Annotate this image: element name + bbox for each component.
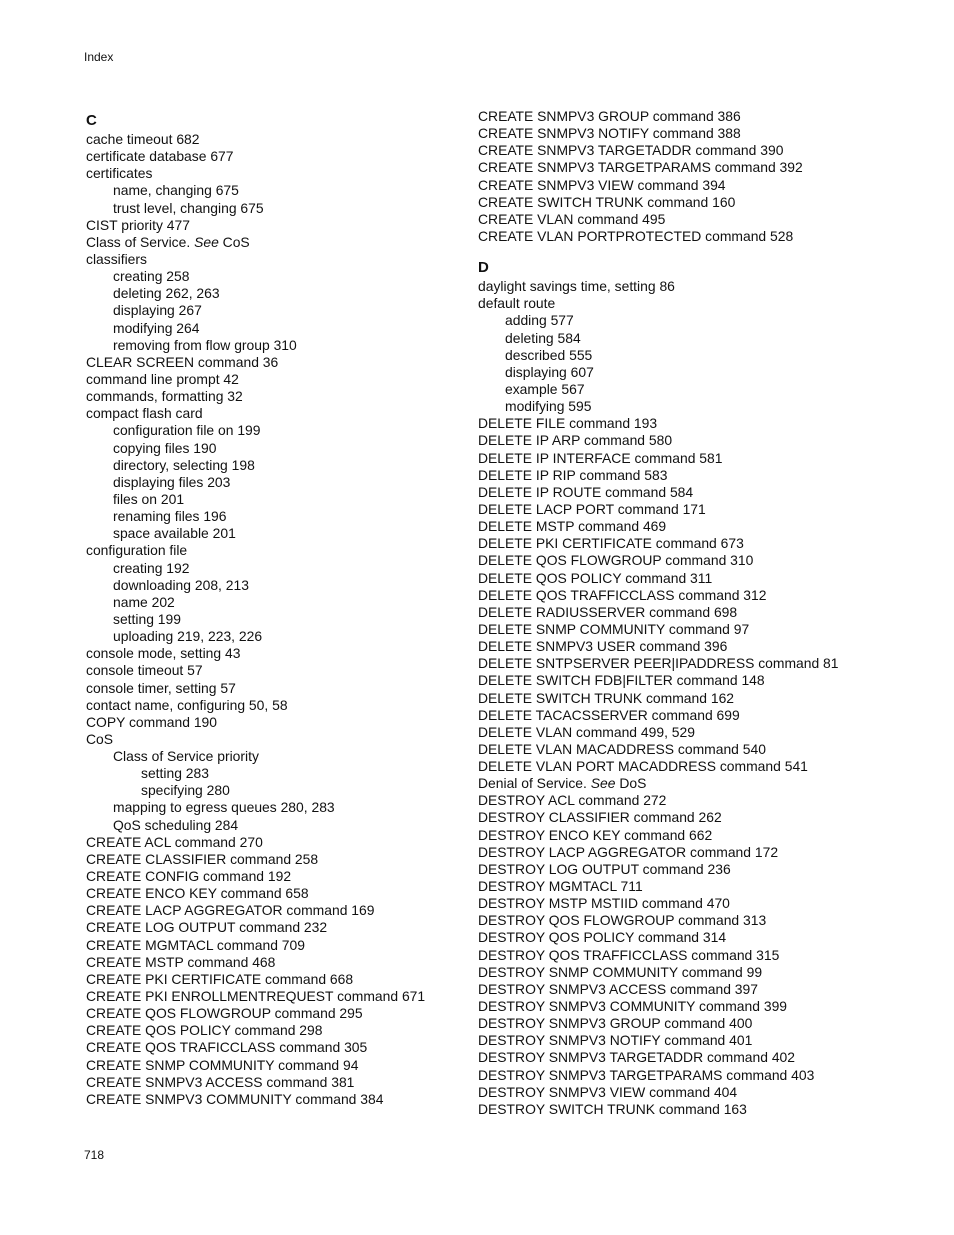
index-entry — [478, 1084, 938, 1101]
index-subentry — [86, 525, 471, 542]
entry-text: setting 199 — [113, 610, 181, 627]
entry-text: CREATE VLAN PORTPROTECTED command 528 — [478, 227, 794, 244]
entry-text: creating 192 — [113, 559, 190, 576]
entry-text: setting 283 — [141, 765, 209, 782]
entry-text: CREATE SNMPV3 COMMUNITY command 384 — [86, 1090, 384, 1107]
entry-text: CREATE MGMTACL command 709 — [86, 936, 305, 953]
entry-text: DESTROY SNMPV3 NOTIFY command 401 — [478, 1032, 753, 1049]
index-entry — [478, 108, 938, 125]
entry-text: deleting 584 — [505, 329, 581, 346]
index-subentry — [86, 782, 471, 799]
entry-text: command line prompt 42 — [86, 370, 239, 387]
entry-text: CREATE PKI ENROLLMENTREQUEST command 671 — [86, 988, 426, 1005]
entry-text: removing from flow group 310 — [113, 336, 297, 353]
entry-text: example 567 — [505, 380, 585, 397]
index-entry — [478, 1049, 938, 1066]
entry-text: Class of Service. — [86, 233, 191, 250]
entry-text: DELETE VLAN PORT MACADDRESS command 541 — [478, 758, 808, 775]
entry-text: DESTROY SNMPV3 COMMUNITY command 399 — [478, 998, 788, 1015]
entry-text: DELETE IP INTERFACE command 581 — [478, 449, 723, 466]
index-entry — [478, 690, 938, 707]
entry-text: DESTROY CLASSIFIER command 262 — [478, 809, 722, 826]
index-subentry — [86, 182, 471, 199]
entry-text: DELETE VLAN command 499, 529 — [478, 723, 695, 740]
entry-text: DESTROY SNMPV3 TARGETPARAMS command 403 — [478, 1066, 815, 1083]
index-subentry — [478, 330, 938, 347]
entry-text: DELETE IP RIP command 583 — [478, 466, 668, 483]
index-entry — [478, 228, 938, 245]
entry-text: DELETE SWITCH TRUNK command 162 — [478, 689, 735, 706]
index-subentry — [86, 320, 471, 337]
running-header: Index — [84, 50, 114, 64]
index-subentry — [478, 364, 938, 381]
entry-text: DELETE TACACSSERVER command 699 — [478, 706, 740, 723]
index-entry — [86, 354, 471, 371]
entry-text: console mode, setting 43 — [86, 645, 241, 662]
index-letter-heading: C — [86, 112, 97, 129]
entry-text: DELETE IP ROUTE command 584 — [478, 483, 694, 500]
entry-text: adding 577 — [505, 312, 574, 329]
index-entry — [478, 450, 938, 467]
index-entry — [478, 535, 938, 552]
entry-text: configuration file — [86, 542, 188, 559]
index-entry — [478, 604, 938, 621]
entry-text: Class of Service priority — [113, 748, 259, 765]
index-subentry — [86, 748, 471, 765]
entry-text: DESTROY SNMP COMMUNITY command 99 — [478, 963, 763, 980]
index-entry — [478, 278, 938, 295]
index-subentry — [86, 765, 471, 782]
entry-text: CREATE SNMP COMMUNITY command 94 — [86, 1056, 359, 1073]
entry-text: DESTROY LOG OUTPUT command 236 — [478, 860, 731, 877]
index-entry — [86, 868, 471, 885]
index-entry — [86, 1091, 471, 1108]
index-column-left — [86, 108, 471, 1108]
index-entry — [86, 834, 471, 851]
entry-text: CREATE MSTP command 468 — [86, 953, 276, 970]
index-entry — [86, 234, 471, 251]
entry-text: CREATE SWITCH TRUNK command 160 — [478, 193, 736, 210]
index-subentry — [86, 474, 471, 491]
entry-text: DESTROY LACP AGGREGATOR command 172 — [478, 843, 779, 860]
index-entry — [478, 415, 938, 432]
index-entry — [86, 885, 471, 902]
entry-text: DESTROY ENCO KEY command 662 — [478, 826, 713, 843]
index-subentry — [478, 381, 938, 398]
index-subentry — [86, 268, 471, 285]
entry-text: DESTROY SNMPV3 GROUP command 400 — [478, 1015, 753, 1032]
entry-text: mapping to egress queues 280, 283 — [113, 799, 335, 816]
index-entry — [478, 177, 938, 194]
entry-text: DESTROY QOS POLICY command 314 — [478, 929, 727, 946]
entry-text: name 202 — [113, 593, 175, 610]
entry-text: compact flash card — [86, 405, 203, 422]
index-entry — [478, 809, 938, 826]
entry-text: CREATE LOG OUTPUT command 232 — [86, 919, 328, 936]
index-entry — [478, 484, 938, 501]
entry-text: certificate database 677 — [86, 148, 234, 165]
index-entry — [86, 937, 471, 954]
index-entry — [478, 741, 938, 758]
entry-text: CoS — [86, 730, 114, 747]
entry-text: trust level, changing 675 — [113, 199, 264, 216]
index-entry — [478, 792, 938, 809]
index-entry — [478, 570, 938, 587]
entry-text: DESTROY MSTP MSTIID command 470 — [478, 895, 730, 912]
index-subentry — [86, 508, 471, 525]
index-subentry — [478, 347, 938, 364]
entry-text: DESTROY SWITCH TRUNK command 163 — [478, 1100, 747, 1117]
index-entry — [478, 827, 938, 844]
entry-text: default route — [478, 295, 556, 312]
entry-text: CREATE SNMPV3 ACCESS command 381 — [86, 1073, 355, 1090]
entry-text: DESTROY ACL command 272 — [478, 792, 667, 809]
index-entry — [478, 672, 938, 689]
index-entry — [86, 217, 471, 234]
entry-text: CREATE SNMPV3 GROUP command 386 — [478, 108, 741, 124]
index-subentry — [86, 594, 471, 611]
entry-text: creating 258 — [113, 268, 190, 285]
index-entry — [478, 1067, 938, 1084]
index-subentry — [86, 491, 471, 508]
entry-text: CREATE QOS TRAFICCLASS command 305 — [86, 1039, 368, 1056]
entry-text: DESTROY SNMPV3 ACCESS command 397 — [478, 980, 758, 997]
index-entry — [478, 655, 938, 672]
index-entry — [86, 148, 471, 165]
entry-text: DELETE RADIUSSERVER command 698 — [478, 603, 738, 620]
entry-text: CREATE CLASSIFIER command 258 — [86, 850, 319, 867]
entry-text: CREATE SNMPV3 TARGETADDR command 390 — [478, 142, 784, 159]
entry-text: CREATE SNMPV3 VIEW command 394 — [478, 176, 726, 193]
index-entry — [86, 971, 471, 988]
entry-text: Denial of Service. — [478, 775, 587, 792]
entry-text: DELETE QOS POLICY command 311 — [478, 569, 713, 586]
index-subentry — [86, 200, 471, 217]
entry-text: CREATE QOS POLICY command 298 — [86, 1022, 323, 1039]
entry-text: DELETE QOS FLOWGROUP command 310 — [478, 552, 754, 569]
entry-text: QoS scheduling 284 — [113, 816, 239, 833]
entry-text: DESTROY QOS FLOWGROUP command 313 — [478, 912, 767, 929]
index-entry — [478, 159, 938, 176]
entry-text: CREATE ENCO KEY command 658 — [86, 885, 309, 902]
index-subentry — [86, 302, 471, 319]
entry-text: console timer, setting 57 — [86, 679, 236, 696]
entry-text: DELETE QOS TRAFFICCLASS command 312 — [478, 586, 767, 603]
entry-text: specifying 280 — [141, 782, 230, 799]
section-spacer — [478, 245, 938, 255]
index-entry — [86, 1005, 471, 1022]
index-entry — [478, 295, 938, 312]
index-subentry — [86, 611, 471, 628]
entry-text: CREATE LACP AGGREGATOR command 169 — [86, 902, 375, 919]
index-entry — [86, 131, 471, 148]
index-entry — [478, 125, 938, 142]
index-subentry — [86, 817, 471, 834]
entry-text: DELETE SNMP COMMUNITY command 97 — [478, 620, 750, 637]
index-subentry — [478, 312, 938, 329]
index-entry — [478, 724, 938, 741]
entry-text: name, changing 675 — [113, 182, 239, 199]
entry-text: modifying 264 — [113, 319, 200, 336]
index-entry — [478, 142, 938, 159]
entry-text: certificates — [86, 165, 153, 182]
index-entry — [478, 981, 938, 998]
entry-text: classifiers — [86, 250, 147, 267]
entry-text: commands, formatting 32 — [86, 388, 243, 405]
entry-text: downloading 208, 213 — [113, 576, 249, 593]
index-entry — [478, 707, 938, 724]
index-entry — [478, 1032, 938, 1049]
index-entry — [86, 388, 471, 405]
index-entry — [86, 902, 471, 919]
entry-text: DELETE VLAN MACADDRESS command 540 — [478, 740, 766, 757]
index-column-right — [478, 108, 938, 1118]
index-subentry — [86, 628, 471, 645]
index-subentry — [86, 457, 471, 474]
entry-text: CREATE SNMPV3 TARGETPARAMS command 392 — [478, 159, 803, 176]
index-entry — [86, 1039, 471, 1056]
index-entry — [478, 501, 938, 518]
index-entry — [478, 964, 938, 981]
entry-text: displaying 267 — [113, 302, 202, 319]
index-entry — [478, 861, 938, 878]
index-entry — [478, 929, 938, 946]
entry-text: DELETE MSTP command 469 — [478, 518, 667, 535]
index-entry — [478, 621, 938, 638]
index-subentry — [86, 440, 471, 457]
index-entry — [478, 895, 938, 912]
entry-text: cache timeout 682 — [86, 131, 200, 147]
index-entry — [478, 638, 938, 655]
index-subentry — [86, 577, 471, 594]
index-entry — [86, 405, 471, 422]
entry-text: configuration file on 199 — [113, 422, 261, 439]
index-subentry — [478, 398, 938, 415]
index-entry — [86, 919, 471, 936]
index-subentry — [86, 285, 471, 302]
entry-text: DELETE FILE command 193 — [478, 415, 658, 432]
index-entry — [478, 758, 938, 775]
see-reference-label: See — [590, 775, 616, 792]
entry-text: CREATE ACL command 270 — [86, 833, 263, 850]
entry-text: CLEAR SCREEN command 36 — [86, 353, 279, 370]
index-subentry — [86, 799, 471, 816]
entry-text: described 555 — [505, 346, 593, 363]
index-entry — [478, 211, 938, 228]
index-entry — [86, 1022, 471, 1039]
index-entry — [86, 731, 471, 748]
index-entry — [478, 775, 938, 792]
index-entry — [478, 194, 938, 211]
index-letter-heading: D — [478, 259, 489, 277]
index-entry — [86, 251, 471, 268]
index-entry — [86, 1074, 471, 1091]
index-entry — [478, 844, 938, 861]
index-entry — [86, 697, 471, 714]
entry-text: DESTROY SNMPV3 TARGETADDR command 402 — [478, 1049, 796, 1066]
index-entry — [86, 680, 471, 697]
entry-text: displaying files 203 — [113, 473, 231, 490]
index-entry — [86, 1057, 471, 1074]
entry-text: CREATE VLAN command 495 — [478, 210, 666, 227]
entry-text: DELETE SNTPSERVER PEER|IPADDRESS command 81 — [478, 655, 839, 672]
index-entry — [86, 371, 471, 388]
index-entry — [86, 662, 471, 679]
index-entry — [86, 714, 471, 731]
index-subentry — [86, 560, 471, 577]
entry-text: daylight savings time, setting 86 — [478, 278, 675, 295]
entry-text: DELETE SNMPV3 USER command 396 — [478, 638, 728, 655]
entry-text: COPY command 190 — [86, 713, 217, 730]
index-entry — [86, 542, 471, 559]
entry-text: space available 201 — [113, 525, 236, 542]
entry-text: copying files 190 — [113, 439, 217, 456]
entry-text: renaming files 196 — [113, 508, 227, 525]
entry-text: CREATE PKI CERTIFICATE command 668 — [86, 970, 354, 987]
entry-text: deleting 262, 263 — [113, 285, 220, 302]
entry-text: CREATE SNMPV3 NOTIFY command 388 — [478, 125, 741, 142]
entry-text: DESTROY QOS TRAFFICCLASS command 315 — [478, 946, 780, 963]
index-entry — [86, 954, 471, 971]
page-number: 718 — [84, 1148, 105, 1162]
entry-text: displaying 607 — [505, 363, 594, 380]
index-entry — [86, 165, 471, 182]
entry-text: DELETE LACP PORT command 171 — [478, 500, 706, 517]
index-entry — [478, 432, 938, 449]
entry-text: DELETE IP ARP command 580 — [478, 432, 673, 449]
entry-text: directory, selecting 198 — [113, 456, 255, 473]
index-entry — [478, 947, 938, 964]
index-subentry — [86, 337, 471, 354]
index-entry — [478, 467, 938, 484]
see-reference-target: CoS — [222, 233, 250, 250]
entry-text: modifying 595 — [505, 398, 592, 415]
see-reference-label: See — [194, 233, 219, 250]
entry-text: CREATE CONFIG command 192 — [86, 868, 292, 885]
entry-text: console timeout 57 — [86, 662, 203, 679]
index-subentry — [86, 422, 471, 439]
entry-text: DELETE PKI CERTIFICATE command 673 — [478, 535, 744, 552]
see-reference-target: DoS — [619, 775, 647, 792]
entry-text: DESTROY MGMTACL 711 — [478, 878, 643, 895]
entry-text: CIST priority 477 — [86, 216, 190, 233]
index-entry — [478, 998, 938, 1015]
entry-text: CREATE QOS FLOWGROUP command 295 — [86, 1005, 363, 1022]
entry-text: DESTROY SNMPV3 VIEW command 404 — [478, 1083, 738, 1100]
entry-text: files on 201 — [113, 490, 185, 507]
index-entry — [478, 552, 938, 569]
index-entry — [478, 1101, 938, 1118]
index-entry — [478, 587, 938, 604]
index-entry — [86, 851, 471, 868]
index-entry — [478, 878, 938, 895]
index-entry — [86, 645, 471, 662]
entry-text: contact name, configuring 50, 58 — [86, 696, 288, 713]
index-entry — [478, 912, 938, 929]
entry-text: DELETE SWITCH FDB|FILTER command 148 — [478, 672, 765, 689]
index-entry — [478, 1015, 938, 1032]
index-entry — [86, 988, 471, 1005]
index-entry — [478, 518, 938, 535]
entry-text: uploading 219, 223, 226 — [113, 628, 263, 645]
